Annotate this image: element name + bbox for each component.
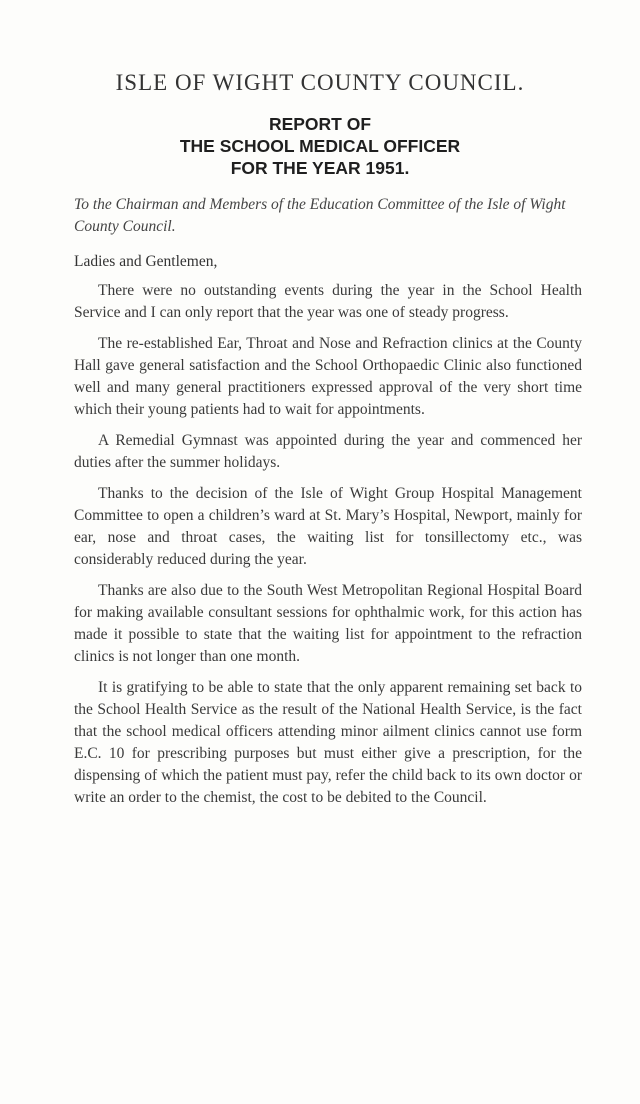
report-title	[0, 113, 640, 179]
report-title-line-3: FOR THE YEAR 1951.	[230, 158, 410, 178]
paragraph-6: It is gratifying to be able to state that the only apparent remaining set back to the School Health Service as the result of the National Health Service, is the fact that the school medical officers attending minor ailment clinics cannot use form E.C. 10 for prescribing purposes but must either give a prescription, for the dispensing of which the patient must pay, refer the child back to its own doctor or write an order to the chemist, the cost to be debited to the Council.	[74, 679, 582, 806]
salutation: Ladies and Gentlemen,	[74, 253, 218, 270]
report-title-line-1: REPORT OF	[268, 114, 372, 134]
paragraph-2: The re-established Ear, Throat and Nose and Refraction clinics at the County Hall gave general satisfaction and the School Orthopaedic Clinic also functioned well and many general practitioners expressed approval of the very short time which their young patients had to wait for appointments.	[74, 335, 582, 418]
paragraph-5: Thanks are also due to the South West Metropolitan Regional Hospital Board for making available consultant sessions for ophthalmic work, for this action has made it possible to state that the waiting list for appointment to the refraction clinics is not longer than one month.	[74, 582, 582, 665]
paragraph-3: A Remedial Gymnast was appointed during the year and commenced her duties after the summer holidays.	[74, 432, 582, 471]
council-title: ISLE OF WIGHT COUNTY COUNCIL.	[115, 70, 525, 95]
report-body	[74, 280, 582, 818]
paragraph-4: Thanks to the decision of the Isle of Wight Group Hospital Management Committee to open a children’s ward at St. Mary’s Hospital, Newport, mainly for ear, nose and throat cases, the waiting list for tonsillectomy etc., was considerably reduced during the year.	[74, 485, 582, 568]
paragraph-1: There were no outstanding events during the year in the School Health Service and I can only report that the year was one of steady progress.	[74, 282, 582, 321]
address-line: To the Chairman and Members of the Education Committee of the Isle of Wight County Council.	[74, 196, 566, 235]
report-title-line-2: THE SCHOOL MEDICAL OFFICER	[179, 136, 461, 156]
